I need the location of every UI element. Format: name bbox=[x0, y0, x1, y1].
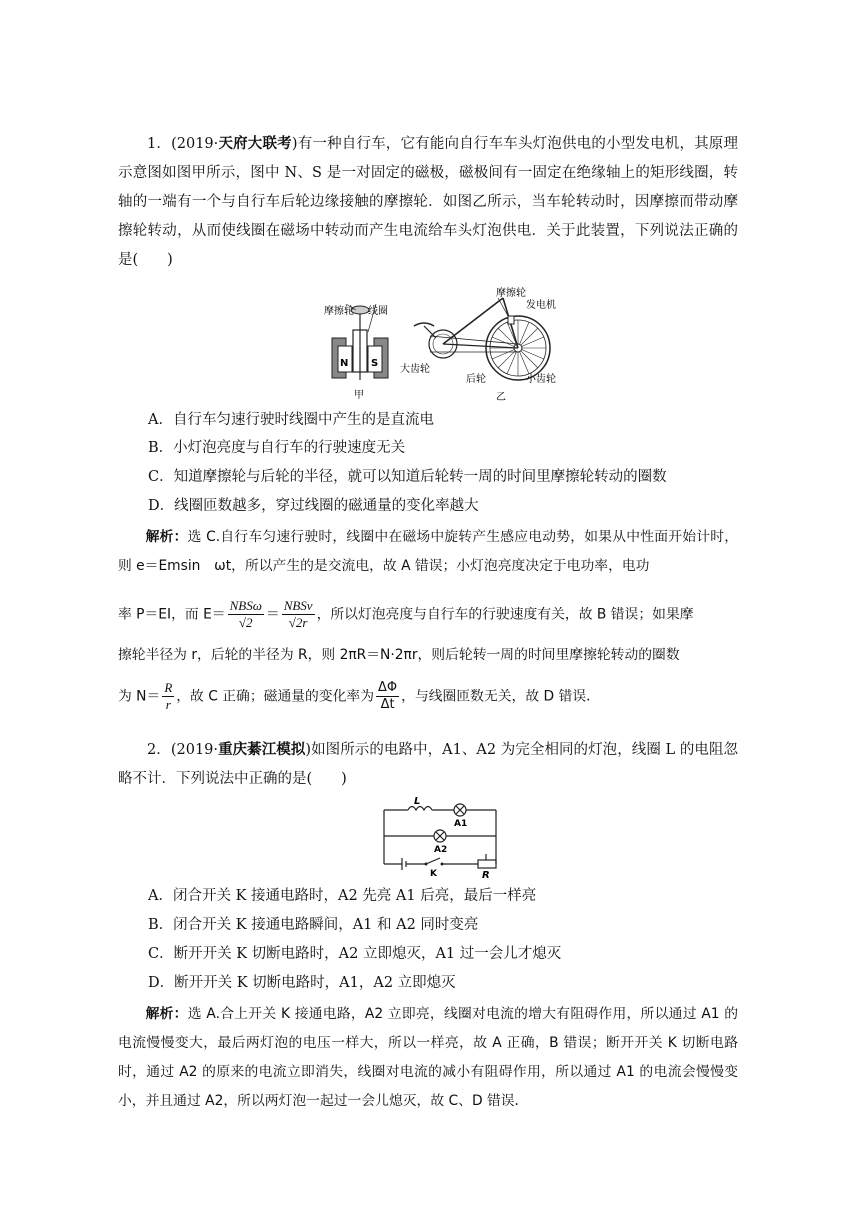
question-2-solution bbox=[118, 1000, 738, 1116]
question-1-solution-line-2 bbox=[118, 598, 738, 631]
fraction-2-numerator: NBSv bbox=[283, 598, 313, 613]
magnet-n-label: N bbox=[340, 358, 349, 369]
inductor-l-label: L bbox=[414, 796, 421, 807]
question-1-option-b: B．小灯泡亮度与自行车的行驶速度无关 bbox=[148, 440, 406, 456]
fraction-flux-rate bbox=[376, 680, 399, 713]
figure-jia-label: 甲 bbox=[354, 390, 364, 401]
fraction-1-numerator: NBSω bbox=[229, 598, 262, 613]
friction-wheel-label: 摩擦轮 bbox=[324, 306, 354, 317]
figure-generator-bicycle bbox=[318, 282, 568, 404]
question-2-option-a: A．闭合开关 K 接通电路时，A2 先亮 A1 后亮，最后一样亮 bbox=[148, 888, 537, 904]
lamp-a2-label: A2 bbox=[434, 845, 448, 855]
question-1-option-c: C．知道摩擦轮与后轮的半径，就可以知道后轮转一周的时间里摩擦轮转动的圈数 bbox=[148, 469, 667, 485]
question-2-option-d: D．断开开关 K 切断电路时，A1，A2 立即熄灭 bbox=[148, 975, 456, 991]
question-1-source: 天府大联考 bbox=[218, 135, 292, 152]
fraction-4-denominator: Δt bbox=[380, 697, 395, 712]
solution-1-line-4a: 为 N＝ bbox=[118, 688, 161, 705]
fraction-1-denominator: √2 bbox=[238, 615, 253, 630]
generator-label: 发电机 bbox=[526, 300, 556, 311]
fraction-3-numerator: R bbox=[164, 680, 173, 695]
question-2 bbox=[118, 735, 738, 794]
question-1-option-d: D．线圈匝数越多，穿过线圈的磁通量的变化率越大 bbox=[148, 498, 479, 514]
question-1-source-suffix: ) bbox=[291, 136, 298, 152]
solution-1-line-4c: ，与线圈匝数无关，故 D 错误． bbox=[401, 688, 600, 705]
question-1-solution bbox=[118, 523, 738, 581]
question-1-solution-line-4 bbox=[118, 680, 738, 713]
solution-2-text: 选 A.合上开关 K 接通电路，A2 立即亮，线圈对电流的增大有阻碍作用，所以通过 A1 的电流慢慢变大，最后两灯泡的电压一样大，所以一样亮，故 A 正确，B 错误；断开开关 K 切断电路时，通过 A2 的原来的电流立即消失，线圈对电流的减小有阻碍作用，所以通过 A1 的电流会慢慢变小，并且通过 A2，所以两灯泡一起过一会儿熄灭，故 C、D 错误． bbox=[118, 1006, 739, 1109]
fraction-3-denominator: r bbox=[165, 697, 171, 712]
question-2-source-prefix: (2019· bbox=[170, 742, 219, 758]
solution-label: 解析： bbox=[145, 529, 188, 545]
small-gear-label: 小齿轮 bbox=[526, 374, 556, 385]
question-1-number: 1． bbox=[147, 136, 172, 152]
question-2-source: 重庆綦江模拟 bbox=[218, 741, 306, 758]
switch-k-label: K bbox=[430, 869, 437, 878]
question-1-option-a: A．自行车匀速行驶时线圈中产生的是直流电 bbox=[148, 412, 434, 428]
solution-1-line-2a: 率 P＝EI，而 E＝ bbox=[118, 606, 226, 623]
generator-diagram bbox=[324, 304, 388, 401]
fraction-4-numerator: ΔΦ bbox=[378, 680, 398, 695]
fraction-2-denominator: √2r bbox=[288, 615, 308, 630]
lamp-a1-label: A1 bbox=[454, 819, 468, 829]
question-2-number: 2． bbox=[147, 742, 171, 758]
friction-wheel-label-2: 摩擦轮 bbox=[496, 288, 526, 299]
fraction-nbs-v bbox=[282, 598, 315, 631]
coil-label: 线圈 bbox=[368, 306, 388, 317]
bicycle-diagram bbox=[400, 286, 556, 403]
equals-sign: ＝ bbox=[265, 606, 280, 623]
solution-1-line-3: 擦轮半径为 r，后轮的半径为 R，则 2πR＝N·2πr，则后轮转一周的时间里摩擦轮转动的圈数 bbox=[118, 647, 680, 663]
solution-1-line-1: 选 C.自行车匀速行驶时，线圈中在磁场中旋转产生感应电动势，如果从中性面开始计时，则 e＝Emsin ωt，所以产生的是交流电，故 A 错误；小灯泡亮度决定于电功率，电功 bbox=[118, 529, 739, 574]
resistor-r-label: R bbox=[482, 870, 490, 878]
rear-wheel-label: 后轮 bbox=[466, 374, 486, 385]
question-2-source-suffix: ) bbox=[305, 742, 312, 758]
solution-1-line-2b: ，所以灯泡亮度与自行车的行驶速度有关，故 B 错误；如果摩 bbox=[316, 606, 694, 623]
solution-1-line-4b: ，故 C 正确；磁通量的变化率为 bbox=[176, 688, 375, 705]
big-gear-label: 大齿轮 bbox=[400, 364, 430, 375]
fraction-nbs-omega bbox=[228, 598, 264, 631]
fraction-r-over-r bbox=[162, 680, 174, 713]
question-2-option-b: B．闭合开关 K 接通电路瞬间，A1 和 A2 同时变亮 bbox=[148, 917, 479, 933]
question-2-text: 如图所示的电路中，A1、A2 为完全相同的灯泡，线圈 L 的电阻忽略不计．下列说法中正确的是( ) bbox=[118, 742, 738, 787]
figure-yi-label: 乙 bbox=[496, 392, 506, 403]
question-2-option-c: C．断开开关 K 切断电路时，A2 立即熄灭，A1 过一会儿才熄灭 bbox=[148, 946, 562, 962]
question-1 bbox=[118, 129, 738, 275]
figure-circuit bbox=[378, 796, 518, 878]
question-1-text: 有一种自行车，它有能向自行车车头灯泡供电的小型发电机，其原理示意图如图甲所示，图中 N、S 是一对固定的磁极，磁极间有一固定在绝缘轴上的矩形线圈，转轴的一端有一个与自行车后轮边缘接触的摩擦轮．如图乙所示，当车轮转动时，因摩擦而带动摩擦轮转动，从而使线圈在磁场中转动而产生电流给车头灯泡供电．关于此装置，下列说法正确的是( ) bbox=[118, 136, 738, 268]
question-1-source-prefix: (2019· bbox=[171, 136, 219, 152]
solution-2-label: 解析： bbox=[145, 1006, 188, 1022]
magnet-s-label: S bbox=[371, 358, 379, 369]
